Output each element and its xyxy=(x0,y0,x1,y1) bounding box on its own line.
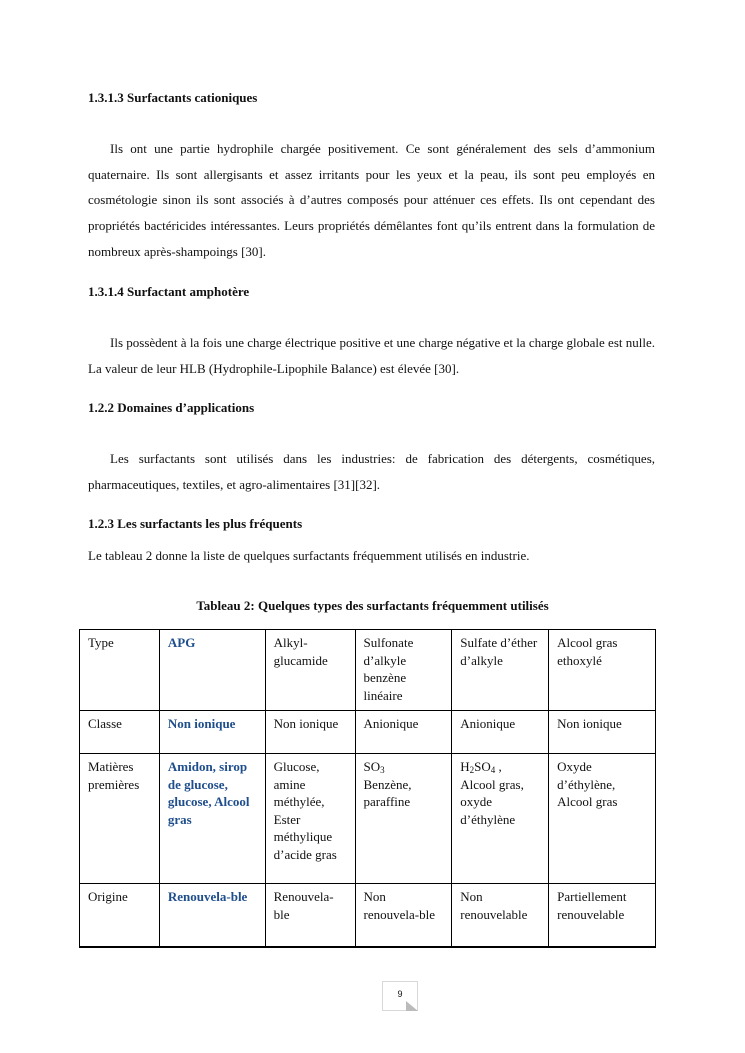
table-cell xyxy=(452,754,549,884)
formula: H xyxy=(460,759,470,774)
surfactants-table xyxy=(79,629,656,948)
table-cell: Sulfate d’éther d’alkyle xyxy=(452,630,549,711)
heading: 1.2.3 Les surfactants les plus fréquents xyxy=(88,516,303,531)
heading: 1.3.1.3 Surfactants cationiques xyxy=(88,90,258,105)
paragraph: Les surfactants sont utilisés dans les industries: de fabrication des détergents, cosmétiques, pharmaceutiques, textiles, et agro-alimentaires [31][32]. xyxy=(88,450,655,492)
paragraph: Ils possèdent à la fois une charge électrique positive et une charge négative et la charge globale est nulle. La valeur de leur HLB (Hydrophile-Lipophile Balance) est élevée [30]. xyxy=(88,334,655,376)
heading: 1.2.2 Domaines d’applications xyxy=(88,400,255,415)
page-number-box xyxy=(382,981,418,1011)
paragraph: Le tableau 2 donne la liste de quelques surfactants fréquemment utilisés en industrie. xyxy=(88,547,530,563)
table-cell: Alkyl-glucamide xyxy=(265,630,355,711)
table-row xyxy=(80,884,656,947)
row-header: Classe xyxy=(80,711,160,754)
subscript: 4 xyxy=(490,765,496,775)
section-applications xyxy=(88,395,655,497)
table-row xyxy=(80,711,656,754)
table-cell: Non renouvelable xyxy=(452,884,549,947)
table-cell: Alcool gras ethoxylé xyxy=(549,630,656,711)
table-cell: Renouvela-ble xyxy=(159,884,265,947)
table-cell: Non ionique xyxy=(549,711,656,754)
table-cell: APG xyxy=(159,630,265,711)
subscript: 2 xyxy=(469,765,475,775)
table-row xyxy=(80,630,656,711)
table-row xyxy=(80,754,656,884)
table-cell: Non ionique xyxy=(265,711,355,754)
section-cationic xyxy=(88,85,655,265)
paragraph: Ils ont une partie hydrophile chargée positivement. Ce sont généralement des sels d’ammonium quaternaire. Ils sont allergisants et assez irritants pour les yeux et la peau, ils sont peu employés en cosmétologie sinon ils sont associés à d’autres composés pour atténuer ces effets. Ils ont cependant des propriétés bactéricides intéressantes. Leurs propriétés démêlantes font qu’ils entrent dans la formulation de nombreux après-shampoings [30]. xyxy=(88,140,655,259)
page-number: 9 xyxy=(397,989,403,999)
formula: SO xyxy=(474,759,491,774)
table-cell: Non renouvela-ble xyxy=(355,884,452,947)
row-header: Origine xyxy=(80,884,160,947)
table-cell: Oxyde d’éthylène, Alcool gras xyxy=(549,754,656,884)
table-cell: Anionique xyxy=(355,711,452,754)
page-curl-icon xyxy=(406,1001,418,1011)
row-header: Matières premières xyxy=(80,754,160,884)
formula: SO xyxy=(363,759,381,774)
row-header: Type xyxy=(80,630,160,711)
table-cell: Anionique xyxy=(452,711,549,754)
table-cell: Partiellement renouvelable xyxy=(549,884,656,947)
section-amphoteric xyxy=(88,279,655,381)
cell-text: Alcool gras, oxyde d’éthylène xyxy=(460,776,524,827)
table-cell xyxy=(355,754,452,884)
table-cell: Glucose, amine méthylée, Ester méthylique d’acide gras xyxy=(265,754,355,884)
cell-text: Benzène, paraffine xyxy=(363,776,412,809)
subscript: 3 xyxy=(380,765,385,775)
section-frequent xyxy=(88,511,655,569)
table-cell: Renouvela-ble xyxy=(265,884,355,947)
formula: , xyxy=(495,759,502,774)
table-cell: Amidon, sirop de glucose, glucose, Alcool gras xyxy=(159,754,265,884)
table-cell: Sulfonate d’alkyle benzène linéaire xyxy=(355,630,452,711)
table-cell: Non ionique xyxy=(159,711,265,754)
heading: 1.3.1.4 Surfactant amphotère xyxy=(88,284,250,299)
table-caption: Tableau 2: Quelques types des surfactants fréquemment utilisés xyxy=(196,598,549,613)
